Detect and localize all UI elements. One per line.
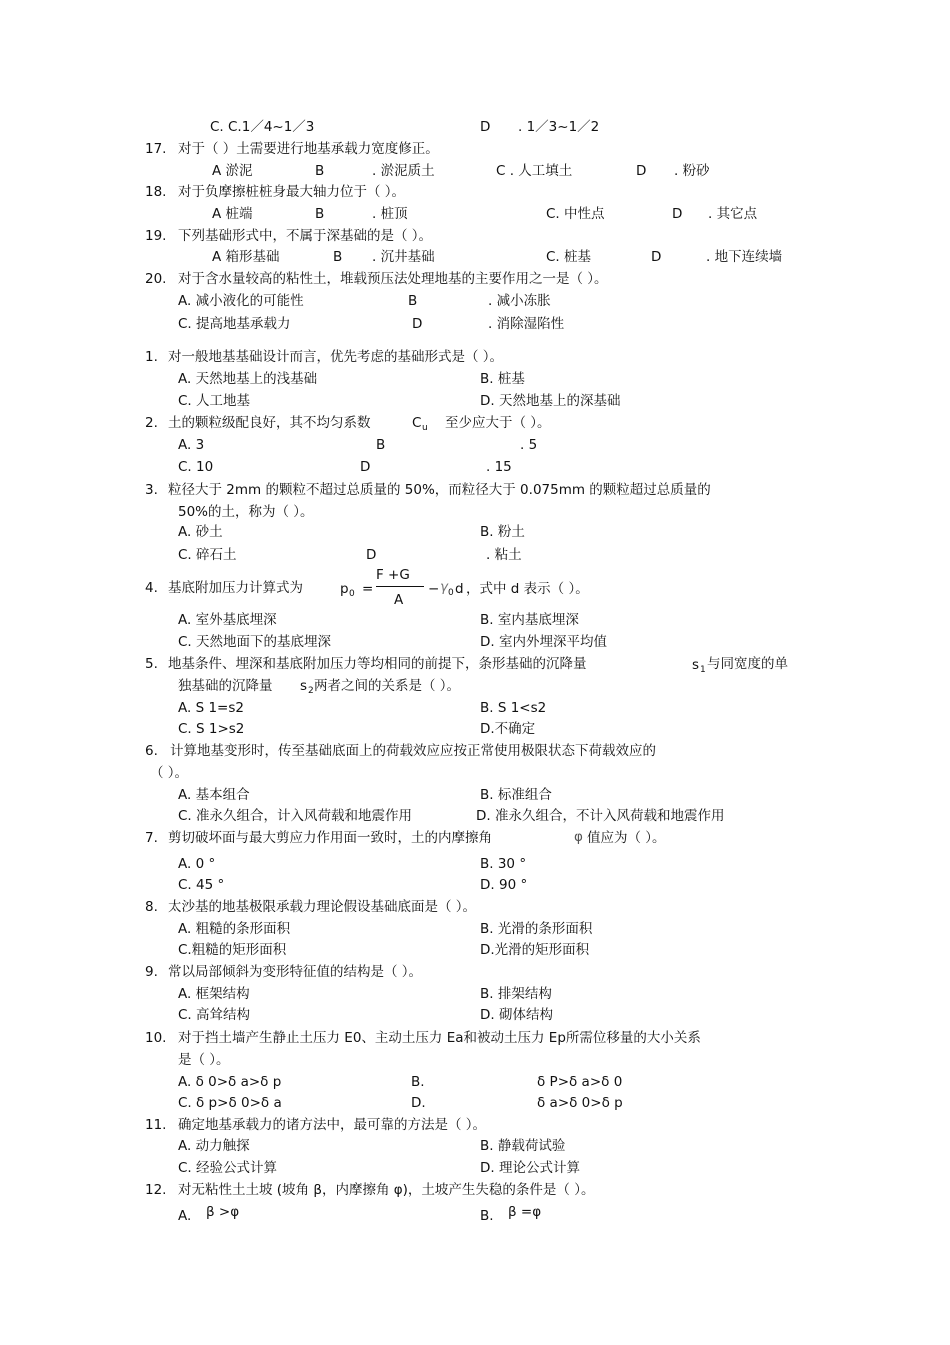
- option-c: C. 准永久组合，计入风荷载和地震作用: [178, 808, 413, 824]
- question-stem: 计算地基变形时，传至基础底面上的荷载效应应按正常使用极限状态下荷载效应的: [170, 743, 656, 759]
- option-b-letter: B: [333, 249, 343, 265]
- option-b: . 淤泥质土: [372, 163, 435, 179]
- option-a: A. 天然地基上的浅基础: [178, 371, 318, 387]
- option-b: B. 排架结构: [480, 986, 552, 1002]
- question-stem: 对无粘性土土坡 (坡角 β，内摩擦角 φ)，土坡产生失稳的条件是（ ）。: [178, 1182, 595, 1198]
- option-d: . 地下连续墙: [706, 249, 783, 265]
- option-b: δ P>δ a>δ 0: [537, 1074, 623, 1090]
- fraction: [376, 566, 424, 612]
- question-number: 11.: [145, 1117, 167, 1133]
- option-c: C. 中性点: [546, 206, 605, 222]
- question-number: 9.: [145, 964, 158, 980]
- option-a: A. δ 0>δ a>δ p: [178, 1074, 282, 1090]
- option-d: . 15: [486, 459, 512, 475]
- symbol-s1: s: [692, 657, 700, 673]
- symbol-p0-subscript: 0: [349, 589, 355, 599]
- symbol-phi: φ: [574, 829, 583, 845]
- question-number: 8.: [145, 899, 158, 915]
- option-b: . 沉井基础: [372, 249, 435, 265]
- symbol-cu: C: [412, 415, 422, 431]
- option-b-letter: B.: [411, 1074, 425, 1090]
- fraction-bar: [376, 586, 424, 587]
- question-number: 1.: [145, 349, 158, 365]
- question-number: 4.: [145, 580, 158, 596]
- symbol-gamma: γ: [440, 579, 448, 595]
- question-number: 12.: [145, 1182, 167, 1198]
- option-c: C. 10: [178, 459, 214, 475]
- option-a: A. 0 °: [178, 856, 216, 872]
- q16-option-d: . 1／3~1／2: [518, 119, 600, 135]
- question-number: 18.: [145, 184, 167, 200]
- option-d: D. 90 °: [480, 877, 528, 893]
- question-stem-end: 两者之间的关系是（ ）。: [314, 678, 461, 694]
- option-d: D. 室内外埋深平均值: [480, 634, 607, 650]
- option-d-letter: D.: [411, 1095, 426, 1111]
- question-number: 20.: [145, 271, 167, 287]
- option-c: C. S 1>s2: [178, 721, 245, 737]
- question-stem-end: ，式中 d 表示（ ）。: [466, 581, 589, 597]
- question-stem: 对于（ ）土需要进行地基承载力宽度修正。: [178, 141, 439, 157]
- option-b: B. 30 °: [480, 856, 527, 872]
- option-c: C. 天然地面下的基底埋深: [178, 634, 332, 650]
- question-stem: 下列基础形式中，不属于深基础的是（ ）。: [178, 228, 433, 244]
- option-d: . 消除湿陷性: [488, 316, 565, 332]
- option-d-letter: D: [672, 206, 683, 222]
- question-number: 2.: [145, 415, 158, 431]
- option-d: D. 准永久组合，不计入风荷载和地震作用: [476, 808, 725, 824]
- option-c: C. 高耸结构: [178, 1007, 251, 1023]
- option-c: C. 提高地基承载力: [178, 316, 291, 332]
- option-c: C. 经验公式计算: [178, 1160, 278, 1176]
- option-c: C. 碎石土: [178, 547, 237, 563]
- option-a: A 桩端: [212, 206, 253, 222]
- option-c: C.粗糙的矩形面积: [178, 942, 287, 958]
- question-stem-continued: 是（ ）。: [178, 1052, 230, 1068]
- option-d: D. 天然地基上的深基础: [480, 393, 621, 409]
- option-d: δ a>δ 0>δ p: [537, 1095, 623, 1111]
- option-b: . 5: [520, 437, 538, 453]
- question-stem: 对于挡土墙产生静止土压力 E0、主动土压力 Ea和被动土压力 Ep所需位移量的大小关系: [178, 1030, 701, 1046]
- fraction-denominator: A: [394, 592, 404, 608]
- option-d: . 粘土: [486, 547, 522, 563]
- question-stem: 土的颗粒级配良好，其不均匀系数: [168, 415, 371, 431]
- question-number: 10.: [145, 1030, 167, 1046]
- option-b-letter: B: [376, 437, 386, 453]
- q16-option-d-letter: D: [480, 119, 491, 135]
- symbol-gamma-subscript: 0: [448, 588, 454, 598]
- option-b: B. 室内基底埋深: [480, 612, 579, 628]
- option-b: B. 粉土: [480, 524, 525, 540]
- option-c: C. 45 °: [178, 877, 225, 893]
- question-number: 7.: [145, 830, 158, 846]
- question-stem: 太沙基的地基极限承载力理论假设基础底面是（ ）。: [168, 899, 477, 915]
- question-stem-end: 值应为（ ）。: [587, 830, 666, 846]
- option-b-letter: B: [408, 293, 418, 309]
- symbol-p0: p: [340, 581, 349, 597]
- question-stem: 常以局部倾斜为变形特征值的结构是（ ）。: [168, 964, 423, 980]
- option-b-letter: B.: [480, 1208, 494, 1224]
- question-number: 17.: [145, 141, 167, 157]
- question-stem: 对一般地基基础设计而言，优先考虑的基础形式是（ ）。: [168, 349, 504, 365]
- question-number: 3.: [145, 482, 158, 498]
- option-c: C. 桩基: [546, 249, 592, 265]
- option-a: A. 框架结构: [178, 986, 250, 1002]
- option-a-letter: A.: [178, 1208, 192, 1224]
- option-b: B. 标准组合: [480, 787, 552, 803]
- question-stem-end: 至少应大于（ ）。: [445, 415, 551, 431]
- minus-sign: −: [428, 581, 440, 597]
- question-stem-continued: 独基础的沉降量: [178, 678, 273, 694]
- question-stem: 粒径大于 2mm 的颗粒不超过总质量的 50%，而粒径大于 0.075mm 的颗粒超过总质量的: [168, 482, 711, 498]
- option-d: D. 砌体结构: [480, 1007, 553, 1023]
- option-a: A. 3: [178, 437, 205, 453]
- option-a: A. S 1=s2: [178, 700, 244, 716]
- option-a: A. 室外基底埋深: [178, 612, 277, 628]
- question-stem: 对于含水量较高的粘性土，堆载预压法处理地基的主要作用之一是（ ）。: [178, 271, 608, 287]
- option-c: C . 人工填土: [496, 163, 573, 179]
- option-b: B. 静载荷试验: [480, 1138, 566, 1154]
- option-b: B. 光滑的条形面积: [480, 921, 593, 937]
- question-stem: 基底附加压力计算式为: [168, 580, 303, 596]
- question-number: 5.: [145, 656, 158, 672]
- option-a: A 淤泥: [212, 163, 253, 179]
- option-a: A 箱形基础: [212, 249, 280, 265]
- option-b: . 减小冻胀: [488, 293, 551, 309]
- option-d-letter: D: [636, 163, 647, 179]
- question-stem: 对于负摩擦桩桩身最大轴力位于（ ）。: [178, 184, 406, 200]
- symbol-s2: s: [300, 678, 308, 694]
- option-b-letter: B: [315, 206, 325, 222]
- option-a: β >φ: [206, 1204, 240, 1220]
- symbol-s2-subscript: 2: [308, 686, 314, 696]
- question-number: 6.: [145, 743, 158, 759]
- option-d-letter: D: [366, 547, 377, 563]
- option-b: . 桩顶: [372, 206, 408, 222]
- question-stem-middle: 与同宽度的单: [707, 656, 788, 672]
- symbol-cu-subscript: u: [422, 423, 428, 433]
- option-a: A. 动力触探: [178, 1138, 250, 1154]
- option-c: C. 人工地基: [178, 393, 251, 409]
- option-a: A. 减小液化的可能性: [178, 293, 304, 309]
- equals-sign: =: [362, 581, 374, 597]
- option-d: . 粉砂: [674, 163, 710, 179]
- option-d-letter: D: [412, 316, 423, 332]
- symbol-s1-subscript: 1: [700, 665, 706, 675]
- option-d-letter: D: [360, 459, 371, 475]
- option-b-letter: B: [315, 163, 325, 179]
- fraction-numerator: F +G: [376, 567, 410, 583]
- question-stem-continued: （ ）。: [150, 765, 189, 781]
- option-a: A. 基本组合: [178, 787, 250, 803]
- option-c: C. δ p>δ 0>δ a: [178, 1095, 282, 1111]
- question-stem: 确定地基承载力的诸方法中，最可靠的方法是（ ）。: [178, 1117, 487, 1133]
- option-b: B. S 1<s2: [480, 700, 547, 716]
- symbol-d: d: [455, 581, 464, 597]
- option-d-letter: D: [651, 249, 662, 265]
- question-stem: 地基条件、埋深和基底附加压力等均相同的前提下，条形基础的沉降量: [168, 656, 587, 672]
- option-d: D.光滑的矩形面积: [480, 942, 590, 958]
- option-d: D.不确定: [480, 721, 536, 737]
- question-stem: 剪切破坏面与最大剪应力作用面一致时，土的内摩擦角: [168, 830, 492, 846]
- option-b: B. 桩基: [480, 371, 525, 387]
- question-stem-continued: 50%的土，称为（ ）。: [178, 504, 314, 520]
- option-b: β =φ: [508, 1204, 542, 1220]
- option-d: . 其它点: [708, 206, 758, 222]
- q16-option-c: C. C.1／4~1／3: [210, 119, 315, 135]
- option-a: A. 粗糙的条形面积: [178, 921, 291, 937]
- question-number: 19.: [145, 228, 167, 244]
- option-d: D. 理论公式计算: [480, 1160, 580, 1176]
- option-a: A. 砂土: [178, 524, 223, 540]
